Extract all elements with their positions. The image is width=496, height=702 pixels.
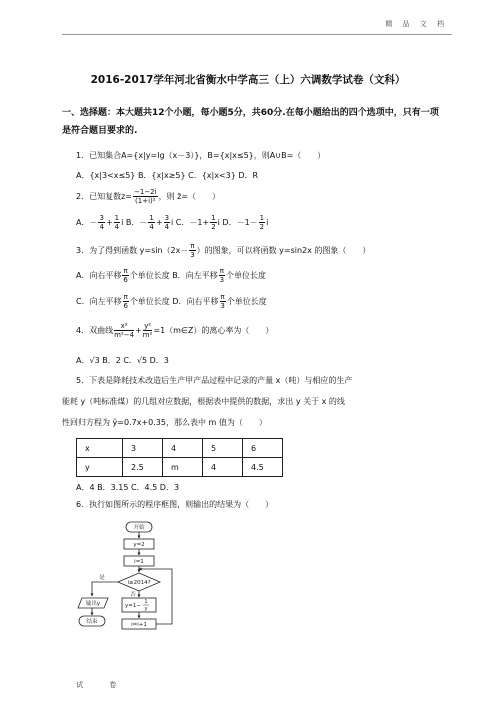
question-1: 1．已知集合A={x|y=lg（x－3）}，B={x|x≤5}，则A∪B=（ ） (76, 151, 326, 160)
table-cell: y (77, 458, 123, 477)
exam-title: 2016-2017学年河北省衡水中学高三（上）六调数学试卷（文科） (90, 74, 406, 86)
question-3-options-cd: C．向左平移 $\frac{\pi}{6}$ 个单位长度 D．向右平移 $\frac{\pi}{3}$ 个单位长度 (76, 293, 267, 310)
flow-start-label: 开始 (133, 525, 145, 531)
q2-pre: 2．已知复数z= (76, 192, 132, 201)
regression-table (76, 438, 283, 477)
program-flowchart (72, 518, 202, 660)
flow-output-label: 输出y (85, 601, 101, 607)
table-cell: 3 (123, 439, 163, 458)
flow-yes-label: 是 (99, 575, 105, 581)
table-cell: 2.5 (123, 458, 163, 477)
question-3: 3．为了得到函数 y=sin（2x－ $\frac{\pi}{3}$ ）的图象，可以将函数 y=sin2x 的图象（ ） (76, 242, 371, 259)
table-cell: 4 (163, 439, 203, 458)
page-footer: 试 卷 (76, 681, 129, 689)
page-header: 精 品 文 档 (385, 20, 448, 28)
q2-post: ，则 z̄=（ ） (158, 192, 221, 201)
table-cell: m (163, 458, 203, 477)
flow-increment-label: i=i+1 (131, 622, 147, 628)
table-cell: x (77, 439, 123, 458)
table-row (77, 458, 283, 477)
q2-fraction: $\frac{-1-2i}{\text{(1+i)²}}$ (134, 188, 157, 205)
flow-update-y-num: 1 (144, 599, 148, 605)
flow-end-label: 结束 (86, 619, 98, 625)
table-cell: 5 (203, 439, 243, 458)
question-5-options: A．4 B．3.15 C．4.5 D．3 (76, 483, 180, 492)
flow-no-label: 否 (130, 592, 136, 598)
question-4: 4．双曲线 $\frac{\text{x²}}{\text{m²−4}}$ + $\frac{\text{y²}}{\text{m²}}$ =1（m∈Z）的离心率为（ ） (76, 322, 274, 339)
question-3-options-ab: A．向右平移 $\frac{\pi}{6}$ 个单位长度 B．向左平移 $\frac{\pi}{3}$ 个单位长度 (76, 267, 266, 284)
flow-decision-label: i≥2014? (127, 580, 151, 586)
header-divider (62, 34, 452, 35)
question-1-options: A．{x|3<x≤5} B．{x|x≥5} C．{x|x<3} D．R (76, 171, 259, 180)
table-cell: 4.5 (243, 458, 283, 477)
flow-update-y-label: y=1− (125, 603, 141, 609)
flow-init-i-label: i=1 (134, 559, 144, 565)
question-5-line-3: 性回归方程为 ŷ=0.7x+0.35，那么表中 m 值为（ ） (62, 418, 267, 427)
question-2 (76, 188, 220, 205)
question-4-options: A．√3 B．2 C．√5 D．3 (76, 356, 169, 365)
table-cell: 4 (203, 458, 243, 477)
section-heading: 一、选择题：本大题共12个小题，每小题5分，共60分.在每小题给出的四个选项中，只有一项是符合题目要求的. (62, 108, 439, 136)
question-2-options: A．－ $\frac{3}{4}$ + $\frac{1}{4}$ i B．－ $\frac{1}{4}$ + $\frac{3}{4}$ i C．－1+ $\frac{1}{2}$ i D．－1－ $\frac{1}{2}$ i (76, 214, 269, 231)
table-row (77, 439, 283, 458)
question-6: 6．执行如图所示的程序框图，则输出的结果为（ ） (76, 500, 274, 509)
flow-init-y-label: y=2 (133, 542, 145, 548)
question-5-line-2: 能耗 y（吨标准煤）的几组对应数据，根据表中提供的数据，求出 y 关于 x 的线 (62, 397, 345, 406)
question-5-line-1: 5．下表是降耗技术改造后生产甲产品过程中记录的产量 x（吨）与相应的生产 (76, 376, 353, 385)
flow-update-y-den: y (144, 606, 148, 612)
table-cell: 6 (243, 439, 283, 458)
